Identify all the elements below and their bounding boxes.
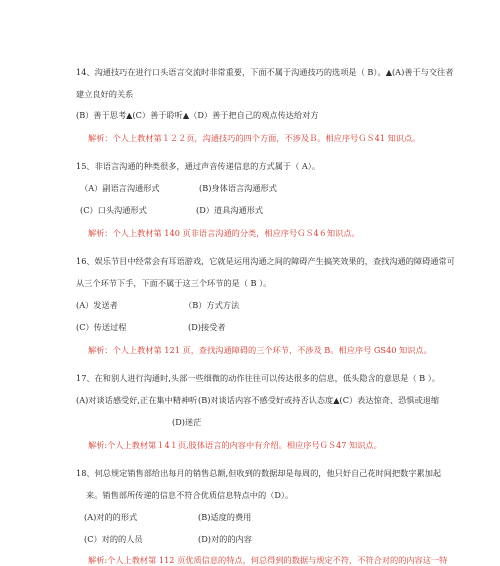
option-a: （A）副语言沟通形式	[80, 183, 160, 193]
option-c: (C）对的的人员	[84, 534, 143, 544]
option-a: (A)对谈话感受好,正在集中精神听	[76, 395, 198, 405]
option-a: (A）发送者	[76, 300, 118, 310]
option-b: (B)身体语言沟通形式	[199, 183, 277, 193]
option-b: (B)适度的费用	[198, 512, 252, 522]
option-d: (D)迷茫	[172, 417, 202, 427]
option-b: （B）方式方法	[184, 300, 240, 310]
option-c: (C）传送过程	[76, 322, 127, 332]
option-d: (D)接受者	[188, 322, 226, 332]
option-d: (D）道具沟通形式	[196, 205, 264, 215]
option-a: (A)对的的形式	[84, 512, 138, 522]
option-d: (D)对的的内容	[198, 534, 252, 544]
option-b-c: (B)对谈话内容不感受好或持否认态度▲(C）表达惊奇、恐惧或退缩	[198, 395, 440, 405]
option-c: (C）口头沟通形式	[80, 205, 147, 215]
